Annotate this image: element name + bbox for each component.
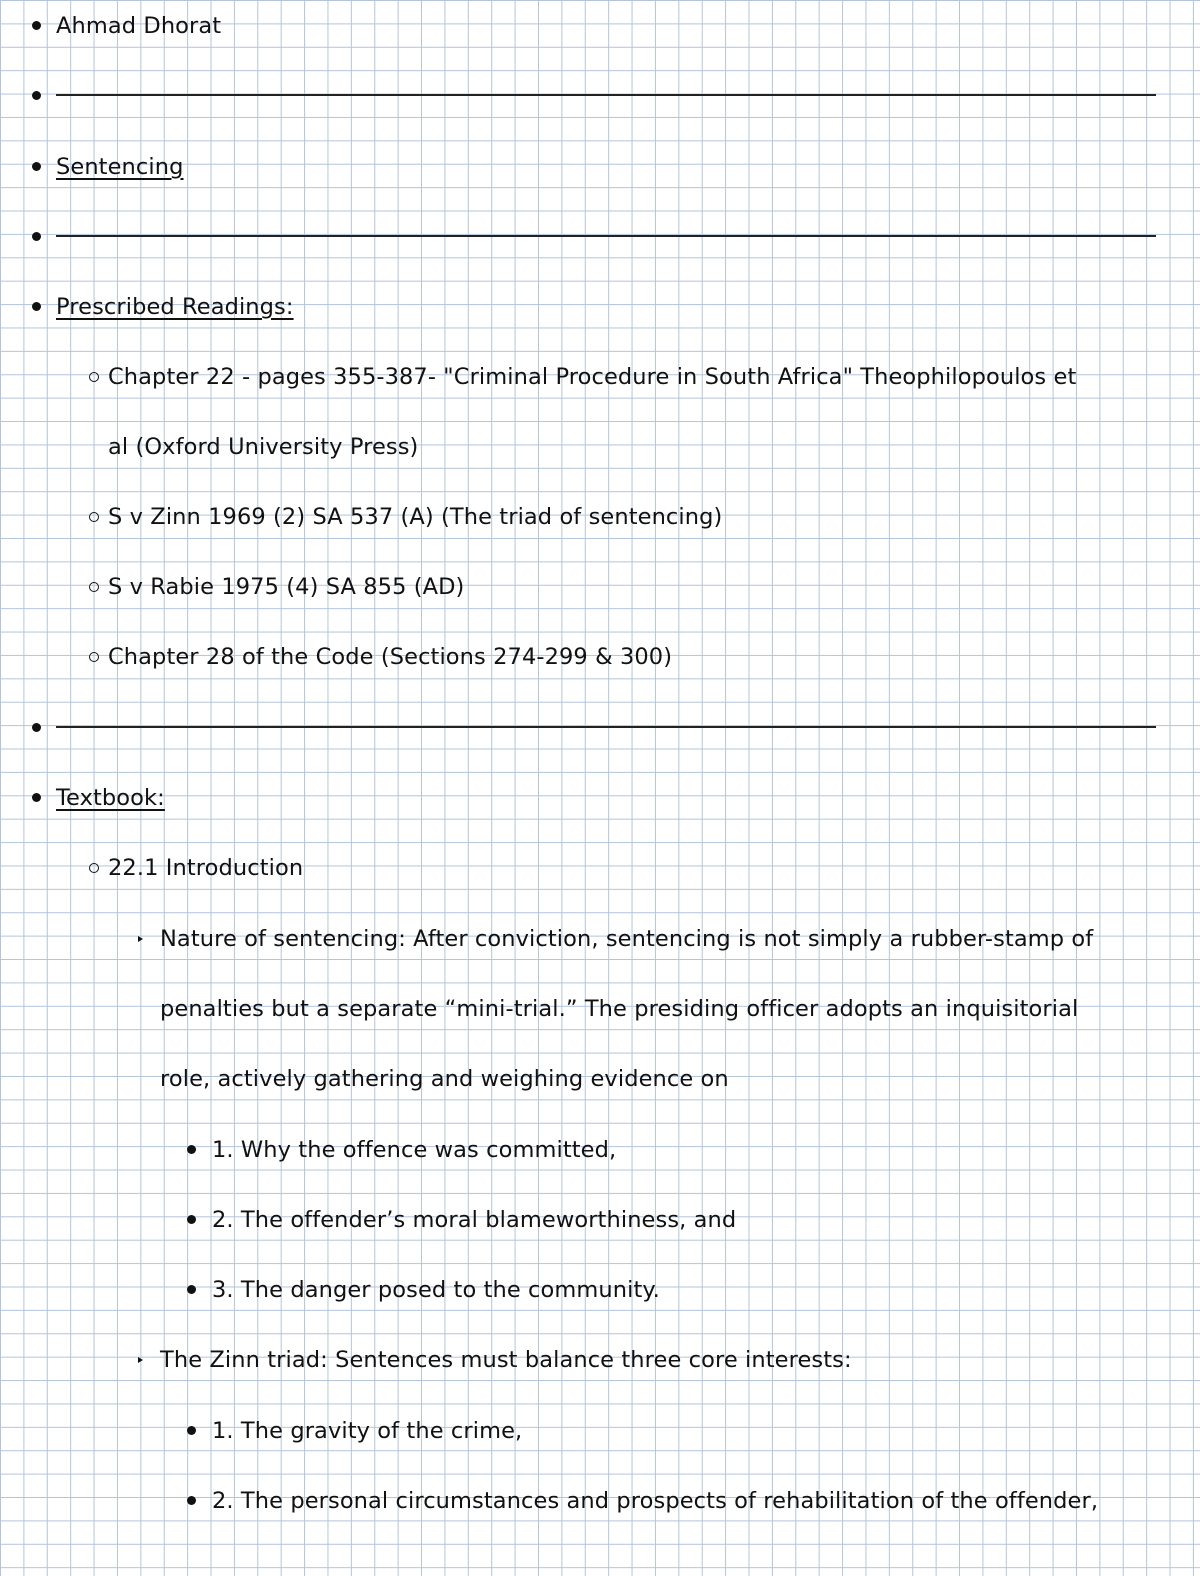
author-name: Ahmad Dhorat: [56, 13, 222, 39]
divider-line: [56, 94, 1156, 96]
circle-bullet-icon: [89, 582, 99, 592]
circle-bullet-icon: [89, 372, 99, 382]
divider-line: [56, 235, 1156, 237]
circle-bullet-icon: [89, 652, 99, 662]
bullet-icon: [32, 793, 41, 802]
zinn-line: The Zinn triad: Sentences must balance three core interests:: [160, 1347, 852, 1373]
reading-item-continuation: al (Oxford University Press): [108, 434, 419, 460]
reading-item: Chapter 28 of the Code (Sections 274-299 & 300): [108, 644, 673, 670]
nature-line: penalties but a separate “mini-trial.” The presiding officer adopts an inquisitorial: [160, 996, 1079, 1022]
reading-item: Chapter 22 - pages 355-387- "Criminal Procedure in South Africa" Theophilopoulos et: [108, 364, 1077, 390]
bullet-icon: [187, 1426, 196, 1435]
list-item: 1. Why the offence was committed,: [212, 1137, 617, 1163]
list-item: 2. The personal circumstances and prospects of rehabilitation of the offender,: [212, 1488, 1099, 1514]
bullet-icon: [187, 1215, 196, 1224]
nature-line: role, actively gathering and weighing evidence on: [160, 1066, 729, 1092]
list-item: 2. The offender’s moral blameworthiness, and: [212, 1207, 737, 1233]
section-heading: 22.1 Introduction: [108, 855, 304, 881]
list-item: 1. The gravity of the crime,: [212, 1418, 523, 1444]
reading-item: S v Zinn 1969 (2) SA 537 (A) (The triad of sentencing): [108, 504, 723, 530]
bullet-icon: [32, 162, 41, 171]
divider-line: [56, 726, 1156, 728]
bullet-icon: [32, 232, 41, 241]
bullet-icon: [187, 1145, 196, 1154]
bullet-icon: [32, 21, 41, 30]
triangle-bullet-icon: [138, 1357, 143, 1363]
heading-textbook: Textbook:: [56, 785, 165, 811]
bullet-icon: [32, 302, 41, 311]
heading-prescribed-readings: Prescribed Readings:: [56, 294, 294, 320]
bullet-icon: [32, 723, 41, 732]
triangle-bullet-icon: [138, 936, 143, 942]
list-item: 3. The danger posed to the community.: [212, 1277, 660, 1303]
heading-sentencing: Sentencing: [56, 154, 184, 180]
circle-bullet-icon: [89, 863, 99, 873]
bullet-icon: [187, 1496, 196, 1505]
circle-bullet-icon: [89, 512, 99, 522]
reading-item: S v Rabie 1975 (4) SA 855 (AD): [108, 574, 465, 600]
bullet-icon: [187, 1285, 196, 1294]
nature-line: Nature of sentencing: After conviction, sentencing is not simply a rubber-stamp of: [160, 926, 1094, 952]
bullet-icon: [32, 91, 41, 100]
